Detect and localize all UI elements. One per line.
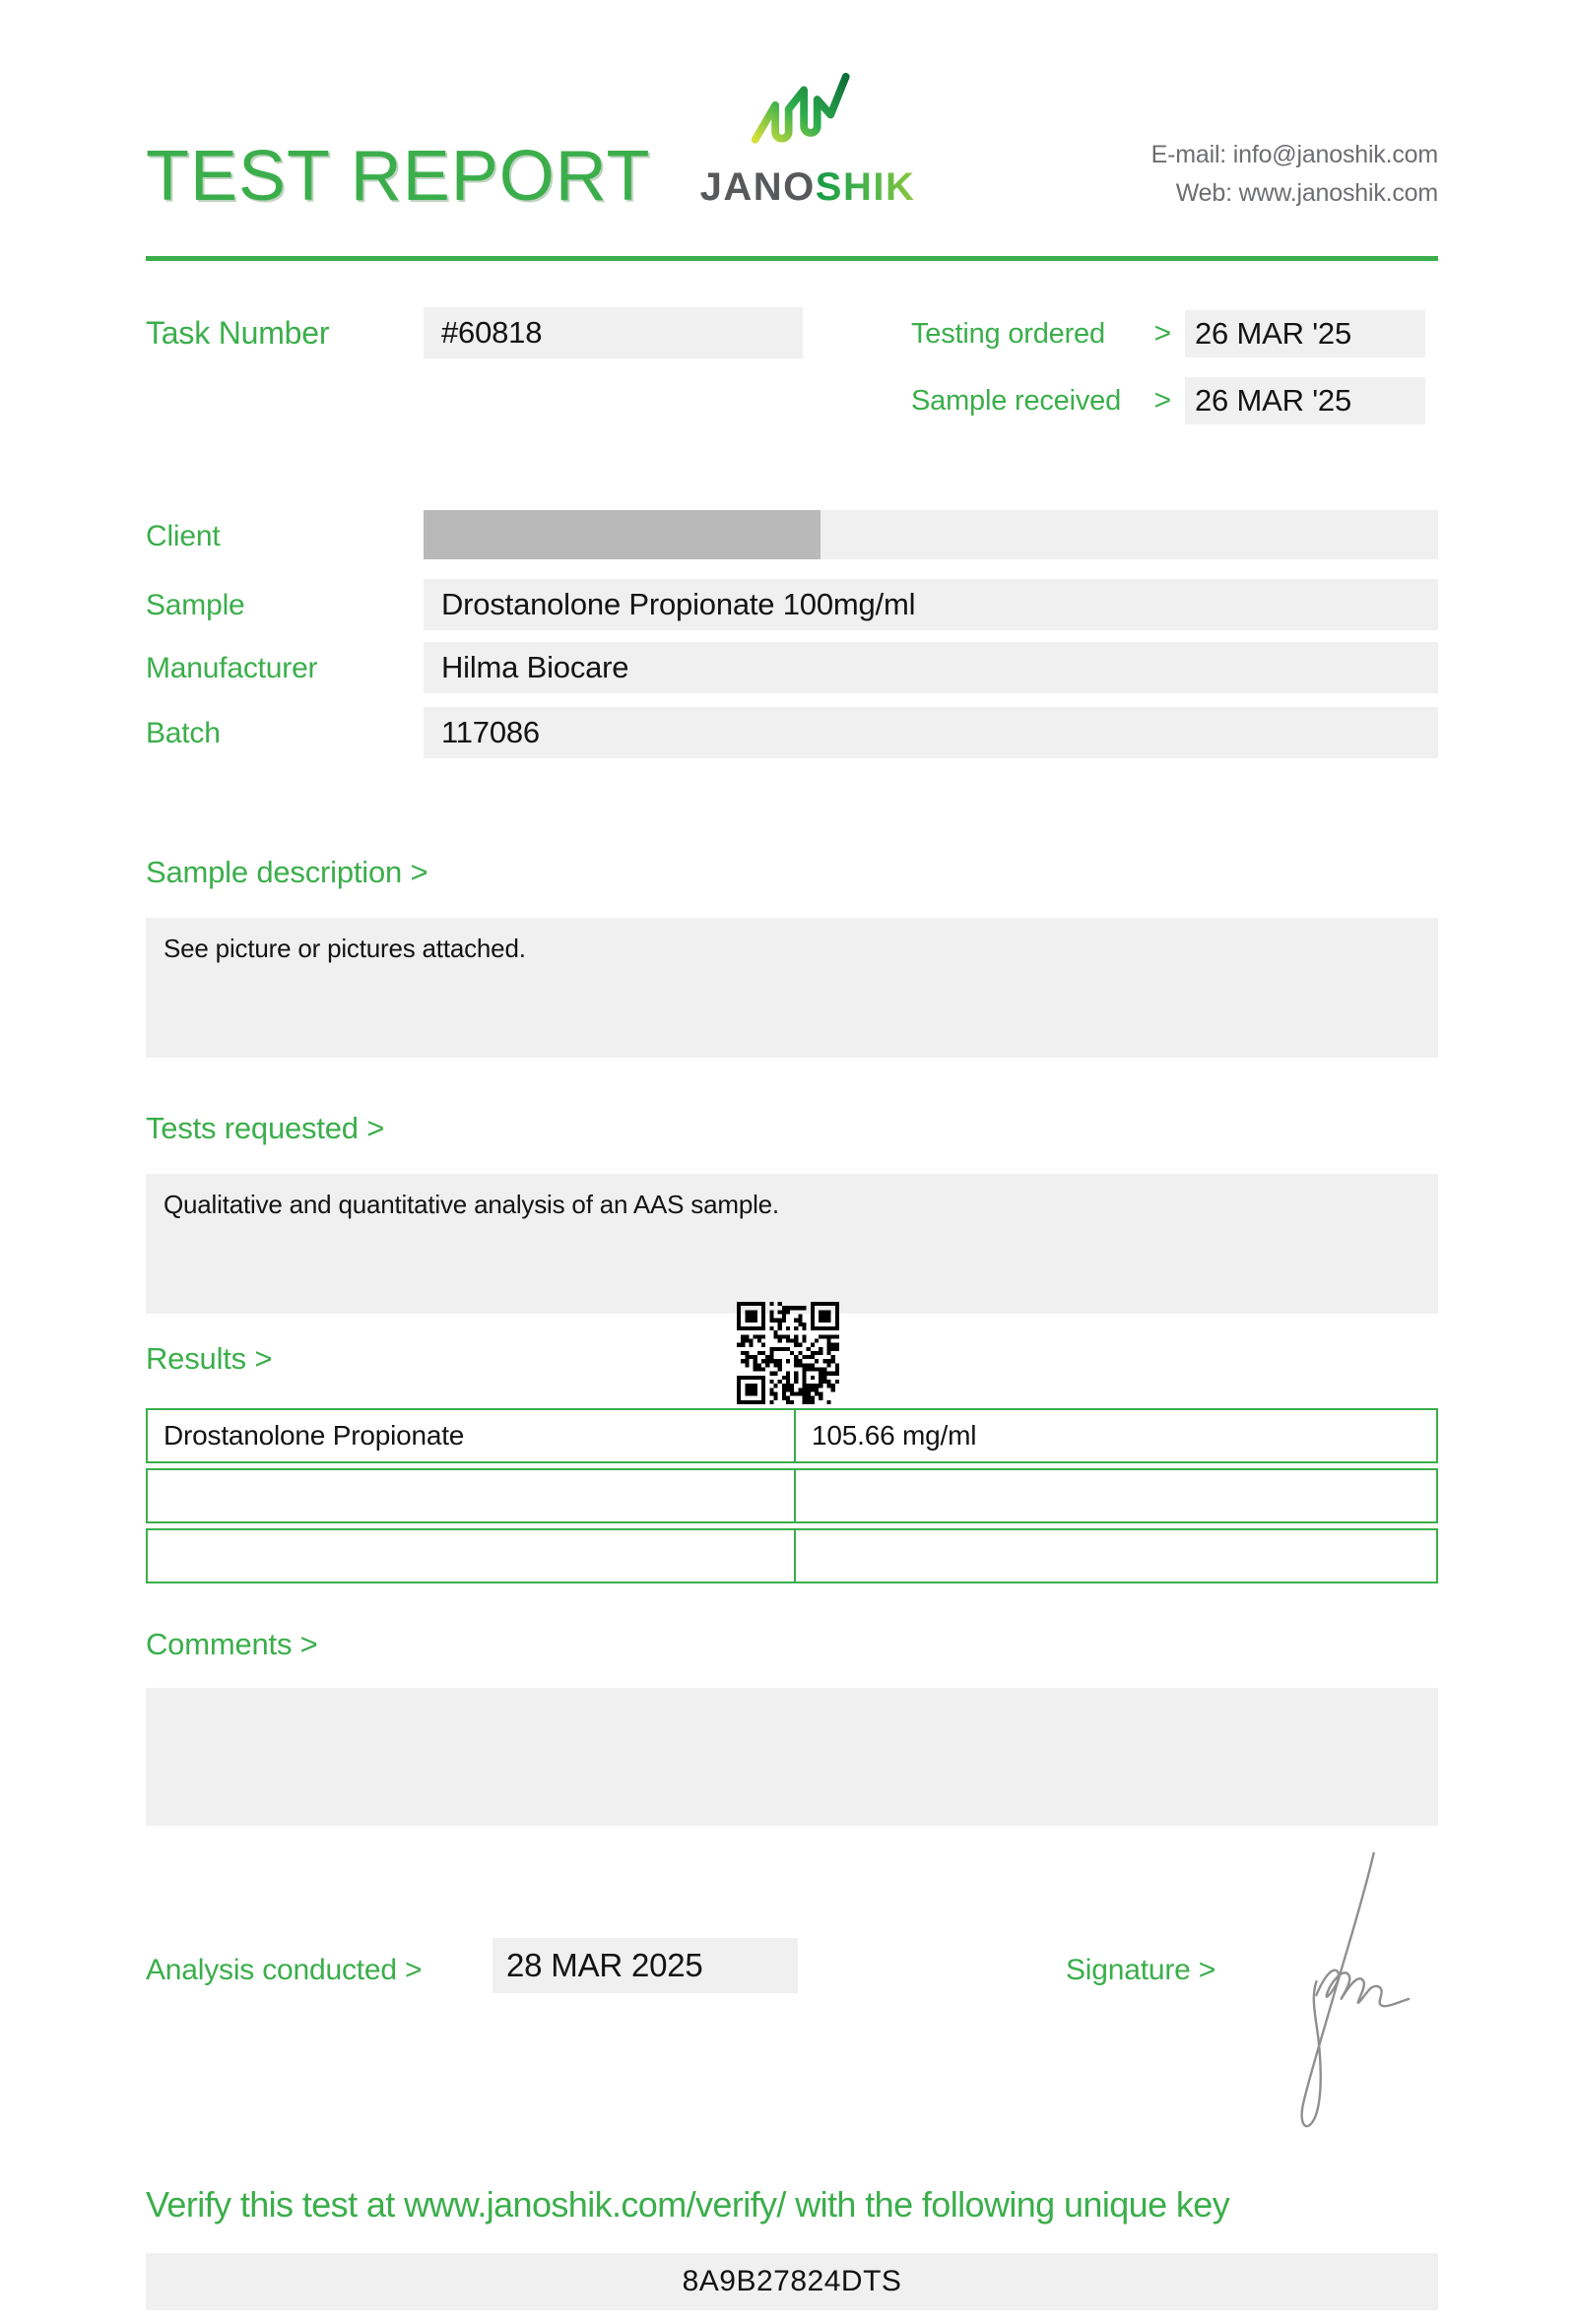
analyte-cell: Drostanolone Propionate: [148, 1410, 796, 1461]
analyte-cell: [148, 1530, 796, 1582]
contact-email: E-mail: info@janoshik.com: [1150, 141, 1438, 168]
client-label: Client: [146, 520, 221, 552]
sample-received-value-box: [1185, 377, 1425, 424]
comments-box: [146, 1688, 1438, 1826]
task-number-label: Task Number: [146, 315, 330, 351]
tests-requested-text: Qualitative and quantitative analysis of an AAS sample.: [164, 1190, 779, 1219]
sample-received-arrow: >: [1153, 384, 1171, 417]
logo-text: [678, 165, 938, 210]
sample-value-bar: [424, 579, 1438, 630]
table-row: [146, 1408, 1438, 1463]
testing-ordered-value: 26 MAR '25: [1195, 316, 1351, 351]
logo-text-primary: JANO: [699, 165, 816, 209]
result-cell: [796, 1530, 1436, 1582]
task-number-value-box: [424, 307, 803, 358]
sample-description-text: See picture or pictures attached.: [164, 934, 526, 963]
verify-instruction: Verify this test at www.janoshik.com/verify/ with the following unique key: [146, 2184, 1230, 2225]
analyte-cell: [148, 1470, 796, 1521]
handwritten-signature: [1273, 1847, 1420, 2139]
analysis-conducted-label: Analysis conducted >: [146, 1954, 423, 1986]
contact-info: [1151, 136, 1438, 213]
analysis-date-box: [492, 1938, 798, 1993]
testing-ordered-label: Testing ordered: [911, 317, 1105, 350]
sample-description-box: [146, 918, 1438, 1058]
task-number-value: #60818: [441, 315, 543, 350]
signature-label: Signature >: [1066, 1954, 1216, 1986]
logo-text-secondary: SHIK: [815, 165, 916, 209]
comments-text: [146, 1688, 1438, 1704]
header-divider: [146, 256, 1438, 261]
page-title: TEST REPORT: [146, 137, 651, 216]
client-redaction: [424, 510, 821, 559]
results-heading: Results >: [146, 1341, 273, 1376]
testing-ordered-value-box: [1185, 310, 1425, 357]
comments-heading: Comments >: [146, 1627, 318, 1661]
batch-label: Batch: [146, 717, 221, 749]
growth-chart-icon: [678, 71, 938, 161]
sample-received-label: Sample received: [911, 384, 1121, 417]
table-row: [146, 1468, 1438, 1523]
result-cell: [796, 1470, 1436, 1521]
result-cell: 105.66 mg/ml: [812, 1420, 977, 1451]
analysis-date-value: 28 MAR 2025: [506, 1947, 703, 1983]
verify-key: 8A9B27824DTS: [682, 2265, 902, 2297]
sample-received-value: 26 MAR '25: [1195, 383, 1351, 418]
results-table: [146, 1408, 1438, 1588]
sample-value: Drostanolone Propionate 100mg/ml: [441, 587, 916, 621]
batch-value: 117086: [441, 715, 540, 749]
sample-description-heading: Sample description >: [146, 855, 428, 889]
logo: [678, 71, 938, 210]
qr-code-icon: [737, 1302, 839, 1404]
manufacturer-label: Manufacturer: [146, 652, 318, 684]
manufacturer-value: Hilma Biocare: [441, 650, 629, 684]
tests-requested-box: [146, 1174, 1438, 1314]
sample-received-row: [911, 377, 1425, 424]
verify-key-box: [146, 2253, 1438, 2310]
sample-label: Sample: [146, 589, 245, 621]
batch-value-bar: [424, 707, 1438, 758]
table-row: [146, 1528, 1438, 1583]
testing-ordered-arrow: >: [1153, 317, 1171, 350]
manufacturer-value-bar: [424, 642, 1438, 693]
tests-requested-heading: Tests requested >: [146, 1111, 385, 1145]
contact-web: Web: www.janoshik.com: [1175, 179, 1438, 207]
testing-ordered-row: [911, 310, 1425, 357]
